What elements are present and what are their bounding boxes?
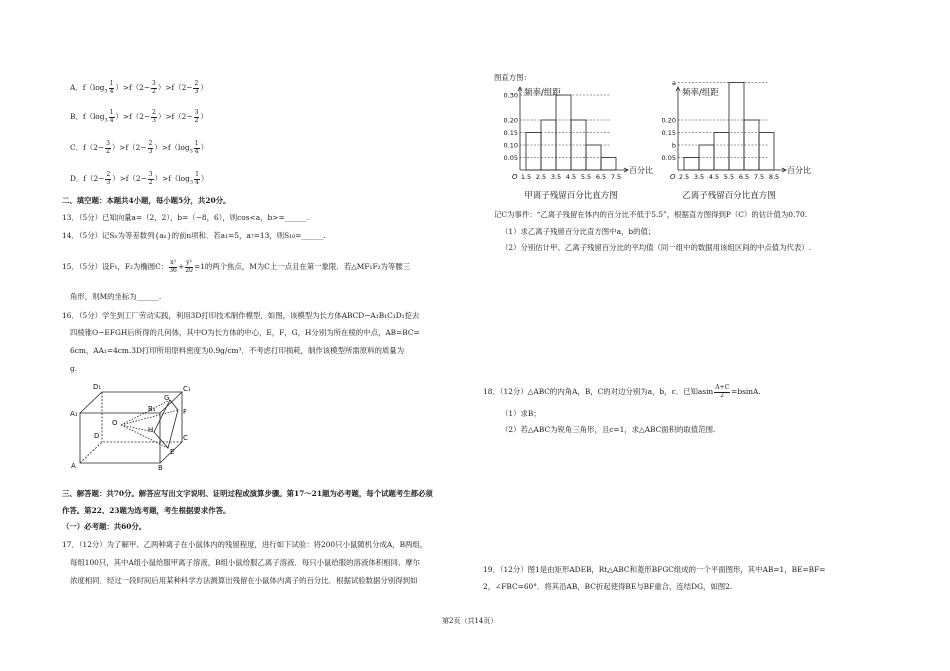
option-a: A．$f(\log_3$ $\frac{1}{4}$ ）>f（2− $\frac{3}{2}$ ）>f（2− $\frac{2}{3}$ ） — [70, 80, 208, 95]
label-c1: C₁ — [183, 385, 191, 393]
jia-ytick-2: 0.15 — [503, 129, 518, 137]
yi-xtick-2: 4.5 — [708, 173, 720, 181]
label-d: D — [94, 432, 100, 440]
yi-bar-0 — [684, 158, 699, 171]
label-a1: A₁ — [70, 410, 78, 418]
jia-bar-0 — [526, 133, 541, 171]
label-d1: D₁ — [93, 383, 102, 391]
jia-xtick-5: 6.5 — [595, 173, 607, 181]
jia-ytick-1: 0.20 — [503, 116, 518, 125]
jia-ylabel: 频率/组距 — [524, 88, 561, 98]
yi-ytick-0: a — [672, 79, 676, 87]
yi-xtick-0: 2.5 — [678, 173, 690, 181]
question-15: 15．（5分）设F₁，F₂为椭圆C： $\frac{\text{x²}}{36}$ + $\frac{\text{y²}}{20}$ =1的两个焦点，M为C上一点且在第一象限．若△MF₁F₂为等腰三 — [62, 259, 411, 274]
jia-origin: O — [512, 173, 518, 181]
label-g: G — [164, 394, 170, 402]
question-15-cont: 角形，则M的坐标为______. — [70, 292, 162, 301]
question-16-line1: 16．（5分）学生到工厂劳动实践，利用3D打印技术制作模型．如图，该模型为长方体ABCD−A₁B₁C₁D₁挖去 — [62, 311, 420, 320]
label-b: B — [158, 464, 163, 472]
yi-title: 乙离子残留百分比直方图 — [682, 191, 776, 201]
section-2-title: 二、填空题：本题共4小题，每小题5分，共20分。 — [62, 196, 231, 205]
question-17-part2: （2）分别估计甲、乙离子残留百分比的平均值（同一组中的数据用该组区间的中点值为代表）. — [501, 243, 812, 252]
yi-ylabel: 频率/组距 — [682, 88, 719, 98]
page-footer: 第2页（共14页） — [442, 617, 498, 625]
yi-xtick-4: 6.5 — [738, 173, 750, 181]
jia-ytick-0: 0.30 — [503, 91, 518, 100]
question-16-line2: 四棱锥O−EFGH后所得的几何体，其中O为长方体的中心，E，F，G，H分别为所在棱的中点，AB=BC= — [70, 328, 420, 337]
label-o: O — [112, 419, 118, 427]
question-18: 18．（12分）△ABC的内角A，B，C的对边分别为a，b，c．已知asin $\frac{A+C}{2}$ =bsinA. — [483, 384, 761, 399]
yi-xtick-1: 3.5 — [693, 173, 705, 181]
yi-xtick-5: 7.5 — [753, 173, 765, 181]
question-17-line1: 17．（12分）为了解甲、乙两种离子在小鼠体内的残留程度，进行如下试验：将200只小鼠随机分成A，B两组， — [62, 540, 428, 549]
question-16-line4: g. — [70, 364, 78, 373]
question-18-part1: （1）求B； — [501, 409, 541, 418]
question-17-part1: （1）求乙离子残留百分比直方图中a，b的值； — [501, 227, 656, 236]
yi-bar-5 — [759, 133, 774, 171]
option-d: D．f（2− $\frac{2}{3}$ ）>f（2− $\frac{3}{2}$ ）$>f(\log_3$ $\frac{1}{4}$ ） — [70, 171, 209, 186]
required-section: （一）必考题：共60分。 — [62, 522, 147, 531]
cuboid-figure — [66, 380, 216, 472]
jia-bar-5 — [601, 158, 616, 171]
yi-ytick-1: 0.20 — [661, 116, 676, 125]
jia-xtick-6: 7.5 — [610, 173, 622, 181]
yi-bar-2 — [714, 133, 729, 171]
yi-histogram — [652, 79, 817, 204]
yi-xtick-3: 5.5 — [723, 173, 735, 181]
question-17-line3: 浓度相同．经过一段时间后用某种科学方法测算出残留在小鼠体内离子的百分比．根据试验数据分别得到如 — [70, 576, 418, 585]
jia-xtick-3: 4.5 — [565, 173, 577, 181]
jia-histogram — [494, 84, 659, 204]
jia-xtick-4: 5.5 — [580, 173, 592, 181]
yi-origin: O — [670, 173, 676, 181]
yi-ytick-2: 0.15 — [661, 129, 676, 137]
option-b: B．$f(\log_3$ $\frac{1}{4}$ ）>f（2− $\frac{2}{3}$ ）>f（2− $\frac{3}{2}$ ） — [70, 109, 208, 124]
jia-title: 甲离子残留百分比直方图 — [524, 191, 618, 201]
jia-ytick-3: 0.10 — [503, 141, 518, 150]
question-14: 14．（5分）记Sₙ为等差数列{aₙ}的前n项和．若a₁=5，a₇=13，则S₁₀=______. — [62, 231, 326, 240]
question-17-line2: 每组100只，其中A组小鼠给服甲离子溶液，B组小鼠给服乙离子溶液．每只小鼠给服的溶液体积相同、摩尔 — [70, 558, 421, 567]
histogram-intro: 图直方图： — [494, 73, 531, 82]
label-h: H — [148, 426, 154, 434]
label-a: A — [71, 462, 76, 470]
yi-xlabel: 百分比 — [787, 166, 811, 175]
question-17-event-c: 记C为事件：“乙离子残留在体内的百分比不低于5.5”，根据直方图得到P（C）的估计值为0.70. — [494, 210, 808, 219]
jia-ytick-4: 0.05 — [503, 154, 518, 162]
yi-ytick-3: b — [671, 141, 676, 150]
label-c: C — [183, 434, 188, 442]
question-19-line2: 2，∠FBC=60°．将其沿AB，BC折起使得BE与BF重合，连结DG，如图2. — [483, 582, 733, 591]
question-19-line1: 19．（12分）图1是由矩形ADEB，Rt△ABC和菱形BFGC组成的一个平面图形，其中AB=1，BE=BF= — [483, 565, 826, 574]
jia-xtick-2: 3.5 — [550, 173, 562, 181]
jia-xtick-0: 1.5 — [520, 173, 532, 181]
label-f: F — [183, 408, 188, 416]
yi-xtick-6: 8.5 — [768, 173, 780, 181]
yi-bar-3 — [729, 83, 744, 171]
jia-xlabel: 百分比 — [629, 166, 653, 175]
section-3-title-line1: 三、解答题：共70分。解答应写出文字说明、证明过程或演算步骤。第17～21题为必考题，每个试题考生都必须 — [62, 489, 433, 498]
yi-ytick-4: 0.05 — [661, 154, 676, 162]
question-13: 13．（5分）已知向量a=（2，2），b=（−8，6），则cos<a，b>=______. — [62, 213, 310, 222]
section-3-title-line2: 作答。第22、23题为选考题，考生根据要求作答。 — [62, 506, 231, 515]
question-18-part2: （2）若△ABC为锐角三角形，且c=1，求△ABC面积的取值范围. — [501, 425, 716, 434]
label-b1: B₁ — [148, 405, 156, 413]
option-c: C．f（2− $\frac{3}{2}$ ）>f（2− $\frac{2}{3}$ ）$>f(\log_3$ $\frac{1}{4}$ ） — [70, 140, 209, 155]
question-16-line3: 6cm，AA₁=4cm.3D打印所用原料密度为0.9g/cm³．不考虑打印损耗，制作该模型所需原料的质量为 — [70, 346, 405, 355]
label-e: E — [170, 448, 175, 456]
jia-xtick-1: 2.5 — [535, 173, 547, 181]
